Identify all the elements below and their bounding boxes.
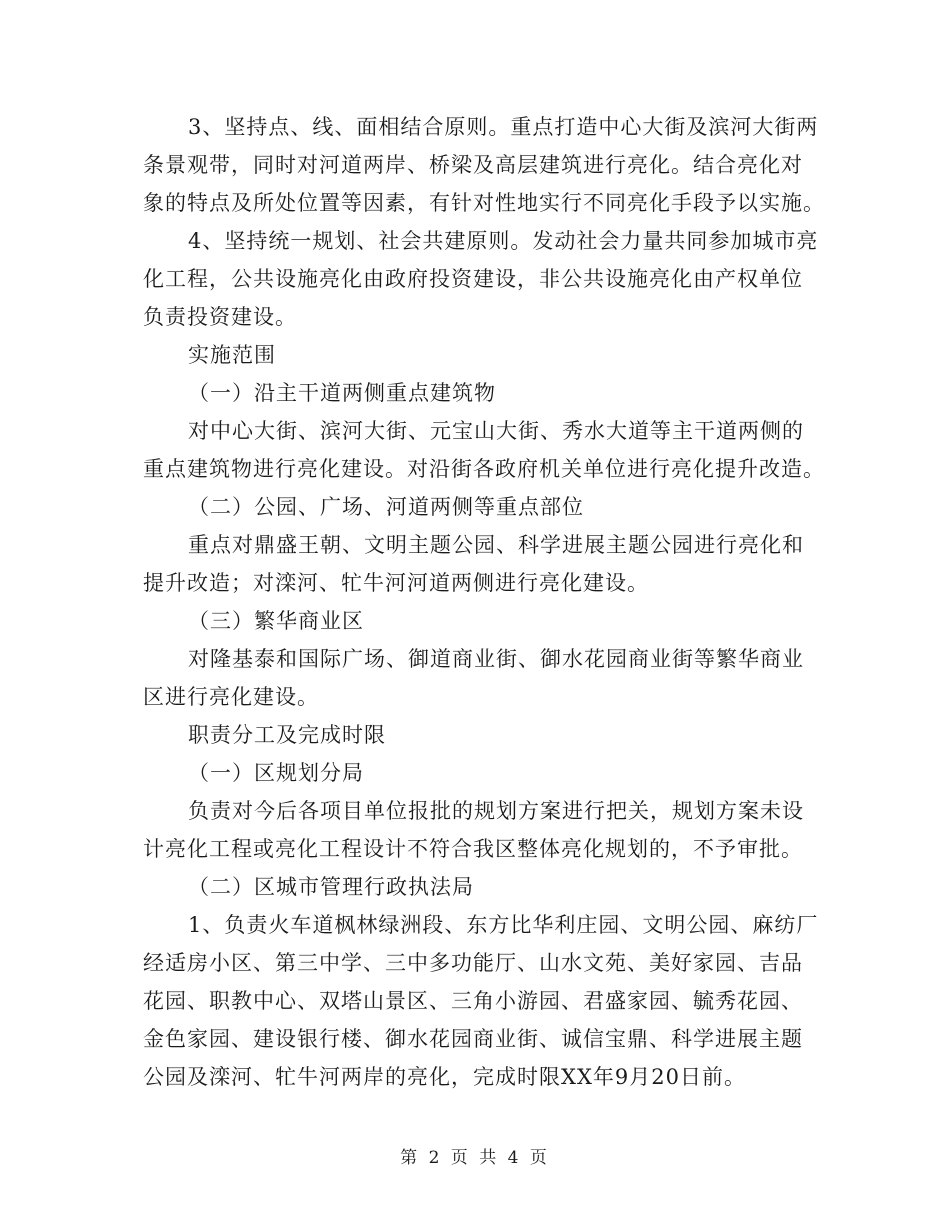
section-heading: 职责分工及完成时限 [188,723,386,747]
subsection-heading: （三）繁华商业区 [188,609,364,633]
page-number-footer: 第 2 页 共 4 页 [400,1148,550,1168]
text-line: 重点对鼎盛王朝、文明主题公园、科学进展主题公园进行亮化和 [188,533,804,557]
text-line: 金色家园、建设银行楼、御水花园商业街、诚信宝鼎、科学进展主题 [143,1027,803,1051]
subsection-heading: （一）沿主干道两侧重点建筑物 [188,381,496,405]
text-line: 1、负责火车道枫林绿洲段、东方比华利庄园、文明公园、麻纺厂 [188,913,819,937]
text-line: 经适房小区、第三中学、三中多功能厅、山水文苑、美好家园、吉品 [143,951,803,975]
text-line: 化工程，公共设施亮化由政府投资建设，非公共设施亮化由产权单位 [143,267,803,291]
text-line: 负责对今后各项目单位报批的规划方案进行把关，规划方案未设 [188,799,804,823]
text-line: 重点建筑物进行亮化建设。对沿街各政府机关单位进行亮化提升改造。 [143,457,825,481]
text-line: 对中心大街、滨河大街、元宝山大街、秀水大道等主干道两侧的 [188,419,804,443]
paragraph [143,222,819,336]
section-heading: 实施范围 [188,343,276,367]
text-line: 花园、职教中心、双塔山景区、三角小游园、君盛家园、毓秀花园、 [143,989,803,1013]
paragraph [143,526,805,602]
text-line: 条景观带，同时对河道两岸、桥梁及高层建筑进行亮化。结合亮化对 [143,153,803,177]
subsection-heading: （一）区规划分局 [188,761,364,785]
subsection-heading: （二）公园、广场、河道两侧等重点部位 [188,495,584,519]
paragraph [143,108,825,222]
text-line: 区进行亮化建设。 [143,685,319,709]
text-line: 负责投资建设。 [143,305,297,329]
document-body [143,108,825,1096]
text-line: 3、坚持点、线、面相结合原则。重点打造中心大街及滨河大街两 [188,115,819,139]
text-line: 提升改造；对滦河、牤牛河河道两侧进行亮化建设。 [143,571,649,595]
paragraph [143,792,805,868]
text-line: 4、坚持统一规划、社会共建原则。发动社会力量共同参加城市亮 [188,229,819,253]
subsection-heading: （二）区城市管理行政执法局 [188,875,474,899]
text-line: 公园及滦河、牤牛河两岸的亮化，完成时限XX年9月20日前。 [143,1065,746,1089]
paragraph [143,906,819,1096]
paragraph [143,412,825,488]
text-line: 计亮化工程或亮化工程设计不符合我区整体亮化规划的，不予审批。 [143,837,803,861]
text-line: 对隆基泰和国际广场、御道商业街、御水花园商业街等繁华商业 [188,647,804,671]
text-line: 象的特点及所处位置等因素，有针对性地实行不同亮化手段予以实施。 [143,191,825,215]
paragraph [143,640,805,716]
